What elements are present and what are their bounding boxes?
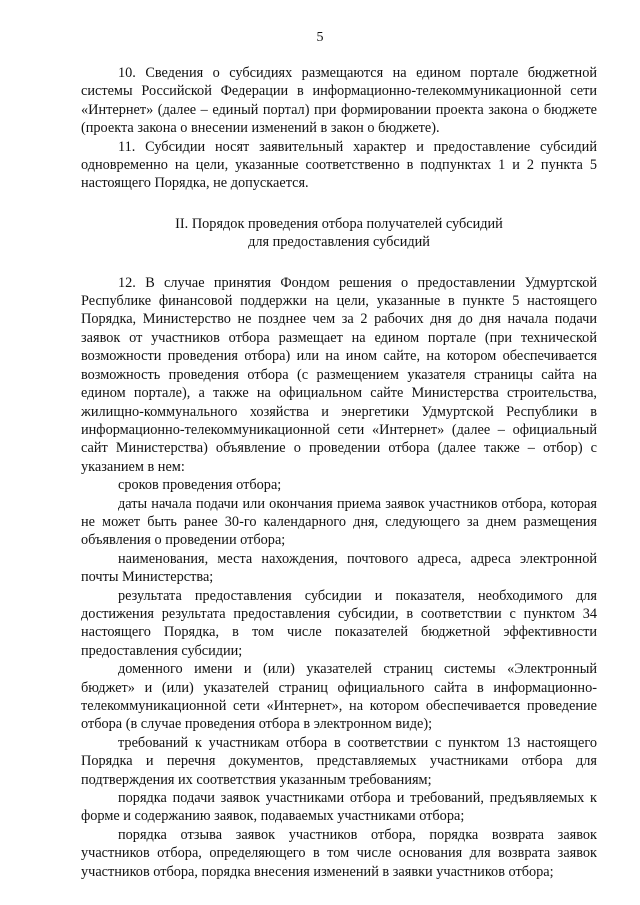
list-item-dates: даты начала подачи или окончания приема заявок участников отбора, которая не может быть ранее 30-го календарного дня, следующего за днем размещения объявления о проведении отбора; [81, 495, 597, 549]
paragraph-11: 11. Субсидии носят заявительный характер и предоставление субсидий одновременно на цели, указанные соответственно в подпунктах 1 и 2 пункта 5 настоящего Порядка, не допускается. [81, 138, 597, 192]
list-item-application-procedure: порядка подачи заявок участниками отбора и требований, предъявляемых к форме и содержанию заявок, подаваемых участниками отбора; [81, 790, 597, 825]
list-item-domain-name: доменного имени и (или) указателей страниц системы «Электронный бюджет» и (или) указателей страниц официального сайта в информационно-телекоммуникационной сети «Интернет», на котором обеспечивается проведение отбора (в случае проведения отбора в электронном виде); [81, 661, 597, 733]
page-number: 5 [316, 30, 324, 45]
paragraph-10: 10. Сведения о субсидиях размещаются на едином портале бюджетной системы Российской Федерации в информационно-телекоммуникационной сети «Интернет» (далее – единый портал) при формировании проекта закона о бюджете (проекта закона о внесении изменений в закон о бюджете). [81, 65, 597, 137]
list-item-result: результата предоставления субсидии и показателя, необходимого для достижения результата предоставления субсидии, в соответствии с пунктом 34 настоящего Порядка, в том числе показателей бюджетной эффективности предоставления субсидии; [81, 587, 597, 659]
section-heading-line1: II. Порядок проведения отбора получателей субсидий [175, 215, 503, 232]
list-item-ministry-contacts: наименования, места нахождения, почтового адреса, адреса электронной почты Министерства; [81, 550, 597, 586]
section-heading [81, 215, 597, 252]
list-item-withdrawal-procedure: порядка отзыва заявок участников отбора, порядка возврата заявок участников отбора, определяющего в том числе основания для возврата заявок участников отбора, порядка внесения изменений в заявки участников отбора; [81, 826, 597, 880]
document-body [81, 64, 597, 881]
section-heading-line2: для предоставления субсидий [248, 234, 430, 251]
list-item-requirements: требований к участникам отбора в соответствии с пунктом 13 настоящего Порядка и перечня документов, представляемых участниками отбора для подтверждения их соответствия указанным требованиям; [81, 734, 597, 788]
paragraph-12: 12. В случае принятия Фондом решения о предоставлении Удмуртской Республике финансовой поддержки на цели, указанные в пункте 5 настоящего Порядка, Министерство не позднее чем за 2 рабочих дня до дня начала подачи заявок от участников отбора размещает на едином портале (при технической возможности проведения отбора) или на ином сайте, на котором обеспечивается возможность проведения отбора (с размещением указателя страницы сайта на едином портале), а также на официальном сайте Министерства строительства, жилищно-коммунального хозяйства и энергетики Удмуртской Республики в информационно-телекоммуникационной сети «Интернет» (далее – официальный сайт Министерства) объявление о проведении отбора (далее также – отбор) с указанием в нем: [81, 274, 597, 475]
list-item-deadlines: сроков проведения отбора; [118, 477, 282, 494]
